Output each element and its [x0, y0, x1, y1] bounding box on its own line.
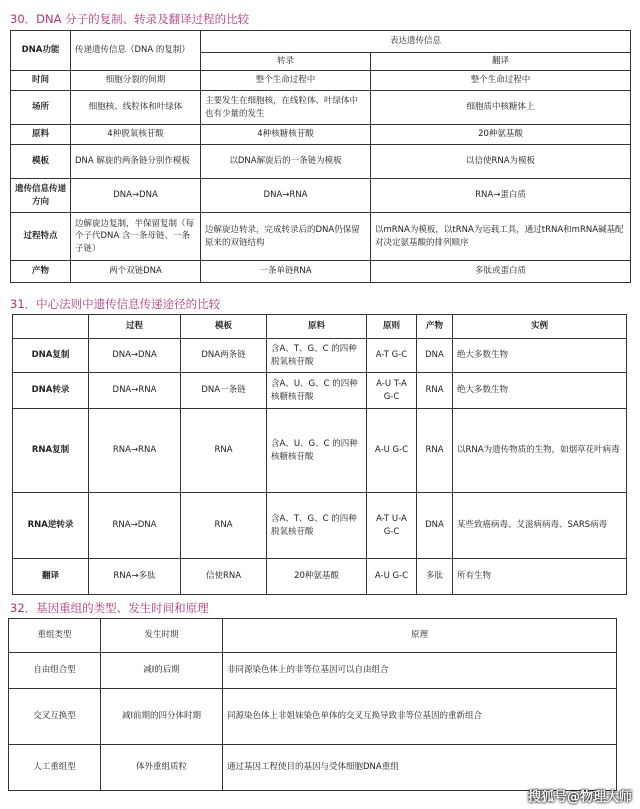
- cell-product: RNA: [417, 409, 453, 493]
- table-header-row: [13, 315, 627, 339]
- cell-material: 含A、T、G、C 的四种脱氧核苷酸: [267, 339, 367, 373]
- cell-translation: 20种氨基酸: [371, 125, 631, 145]
- cell-material: 含A、U、G、C 的四种核糖核苷酸: [267, 409, 367, 493]
- header-transmit: 传递遗传信息（DNA 的复制）: [71, 31, 201, 71]
- header-principle: 原理: [223, 619, 617, 653]
- table-row: [11, 31, 631, 53]
- watermark: 搜狐号@物理大师: [527, 790, 632, 805]
- cell-rule: A-T G-C: [367, 339, 417, 373]
- row-name: 翻译: [13, 559, 89, 595]
- cell-rule: A-U T-A G-C: [367, 373, 417, 409]
- header-process: 过程: [89, 315, 181, 339]
- table-row: [11, 125, 631, 145]
- row-label: 产物: [11, 261, 71, 283]
- cell-transcription: 整个生命过程中: [201, 71, 371, 91]
- row-label: 遗传信息传递方向: [11, 179, 71, 213]
- header-occur-time: 发生时期: [101, 619, 223, 653]
- table-row: [11, 261, 631, 283]
- cell-replication: 两个双链DNA: [71, 261, 201, 283]
- cell-process: RNA→DNA: [89, 493, 181, 559]
- cell-principle: 同源染色体上非姐妹染色单体的交叉互换导致非等位基因的重新组合: [223, 689, 617, 745]
- cell-type: 交叉互换型: [9, 689, 101, 745]
- cell-example: 绝大多数生物: [453, 339, 627, 373]
- cell-template: RNA: [181, 409, 267, 493]
- cell-translation: 以mRNA为模板，以tRNA为运载工具，通过tRNA和mRNA碱基配对决定氨基酸的排列顺序: [371, 213, 631, 261]
- cell-replication: 细胞核、线粒体和叶绿体: [71, 91, 201, 125]
- table-row: [11, 213, 631, 261]
- cell-rule: A-U G-C: [367, 559, 417, 595]
- section-32-title: 32．基因重组的类型、发生时间和原理: [10, 601, 209, 615]
- table-row: [11, 91, 631, 125]
- cell-principle: 通过基因工程使目的基因与受体细胞DNA重组: [223, 745, 617, 791]
- table-row: [11, 145, 631, 179]
- table-row: [11, 71, 631, 91]
- cell-material: 含A、U、G、C 的四种核糖核苷酸: [267, 373, 367, 409]
- cell-example: 以RNA为遗传物质的生物，如烟草花叶病毒: [453, 409, 627, 493]
- cell-transcription: 边解旋边转录，完成转录后的DNA仍保留原来的双链结构: [201, 213, 371, 261]
- table-row: [13, 339, 627, 373]
- table-gene-recombination: [8, 618, 617, 791]
- section-31-title: 31．中心法则中遗传信息传递途径的比较: [10, 297, 221, 311]
- table-dna-process-comparison: [10, 30, 631, 283]
- cell-translation: 整个生命过程中: [371, 71, 631, 91]
- header-example: 实例: [453, 315, 627, 339]
- header-express: 表达遗传信息: [201, 31, 631, 53]
- table-row: [13, 559, 627, 595]
- cell-translation: RNA→蛋白质: [371, 179, 631, 213]
- cell-transcription: 4种核糖核苷酸: [201, 125, 371, 145]
- cell-process: RNA→多肽: [89, 559, 181, 595]
- cell-template: RNA: [181, 493, 267, 559]
- cell-process: RNA→RNA: [89, 409, 181, 493]
- cell-translation: 以信使RNA为模板: [371, 145, 631, 179]
- cell-product: 多肽: [417, 559, 453, 595]
- cell-rule: A-U G-C: [367, 409, 417, 493]
- cell-product: DNA: [417, 339, 453, 373]
- cell-example: 绝大多数生物: [453, 373, 627, 409]
- row-label: 过程特点: [11, 213, 71, 261]
- header-empty: [13, 315, 89, 339]
- cell-transcription: 以DNA解旋后的一条链为模板: [201, 145, 371, 179]
- section-30-title: 30．DNA 分子的复制、转录及翻译过程的比较: [10, 12, 250, 26]
- cell-translation: 细胞质中核糖体上: [371, 91, 631, 125]
- header-material: 原料: [267, 315, 367, 339]
- cell-product: DNA: [417, 493, 453, 559]
- row-label: 原料: [11, 125, 71, 145]
- header-product: 产物: [417, 315, 453, 339]
- header-recombination-type: 重组类型: [9, 619, 101, 653]
- cell-time: 减Ⅰ前期的四分体时期: [101, 689, 223, 745]
- header-transcription: 转录: [201, 53, 371, 71]
- cell-process: DNA→RNA: [89, 373, 181, 409]
- row-label: 时间: [11, 71, 71, 91]
- row-label: 场所: [11, 91, 71, 125]
- cell-principle: 非同源染色体上的非等位基因可以自由组合: [223, 653, 617, 689]
- header-rule: 原则: [367, 315, 417, 339]
- cell-transcription: 主要发生在细胞核，在线粒体、叶绿体中也有少量的发生: [201, 91, 371, 125]
- cell-material: 20种氨基酸: [267, 559, 367, 595]
- table-row: [13, 493, 627, 559]
- cell-transcription: DNA→RNA: [201, 179, 371, 213]
- cell-type: 人工重组型: [9, 745, 101, 791]
- header-translation: 翻译: [371, 53, 631, 71]
- cell-template: DNA两条链: [181, 339, 267, 373]
- cell-replication: 细胞分裂的间期: [71, 71, 201, 91]
- cell-transcription: 一条单链RNA: [201, 261, 371, 283]
- row-name: DNA复制: [13, 339, 89, 373]
- header-dna-function: DNA功能: [11, 31, 71, 71]
- cell-replication: DNA→DNA: [71, 179, 201, 213]
- cell-replication: 边解旋边复制，半保留复制（每个子代DNA 含一条母链、一条子链）: [71, 213, 201, 261]
- cell-process: DNA→DNA: [89, 339, 181, 373]
- cell-rule: A-T U-A G-C: [367, 493, 417, 559]
- table-row: [11, 179, 631, 213]
- header-template: 模板: [181, 315, 267, 339]
- cell-time: 体外重组质粒: [101, 745, 223, 791]
- cell-template: DNA一条链: [181, 373, 267, 409]
- cell-template: 信使RNA: [181, 559, 267, 595]
- row-name: RNA复制: [13, 409, 89, 493]
- table-row: [9, 653, 617, 689]
- cell-time: 减Ⅰ的后期: [101, 653, 223, 689]
- row-label: 模板: [11, 145, 71, 179]
- cell-translation: 多肽或蛋白质: [371, 261, 631, 283]
- cell-replication: DNA 解旋的两条链分别作模板: [71, 145, 201, 179]
- table-row: [13, 409, 627, 493]
- cell-replication: 4种脱氧核苷酸: [71, 125, 201, 145]
- cell-material: 含A、T、G、C 的四种脱氧核苷酸: [267, 493, 367, 559]
- table-row: [9, 689, 617, 745]
- table-central-dogma-comparison: [12, 314, 627, 595]
- cell-type: 自由组合型: [9, 653, 101, 689]
- row-name: RNA逆转录: [13, 493, 89, 559]
- table-row: [13, 373, 627, 409]
- table-row: [9, 745, 617, 791]
- cell-example: 所有生物: [453, 559, 627, 595]
- cell-product: RNA: [417, 373, 453, 409]
- cell-example: 某些致癌病毒、艾滋病病毒、SARS病毒: [453, 493, 627, 559]
- table-header-row: [9, 619, 617, 653]
- row-name: DNA转录: [13, 373, 89, 409]
